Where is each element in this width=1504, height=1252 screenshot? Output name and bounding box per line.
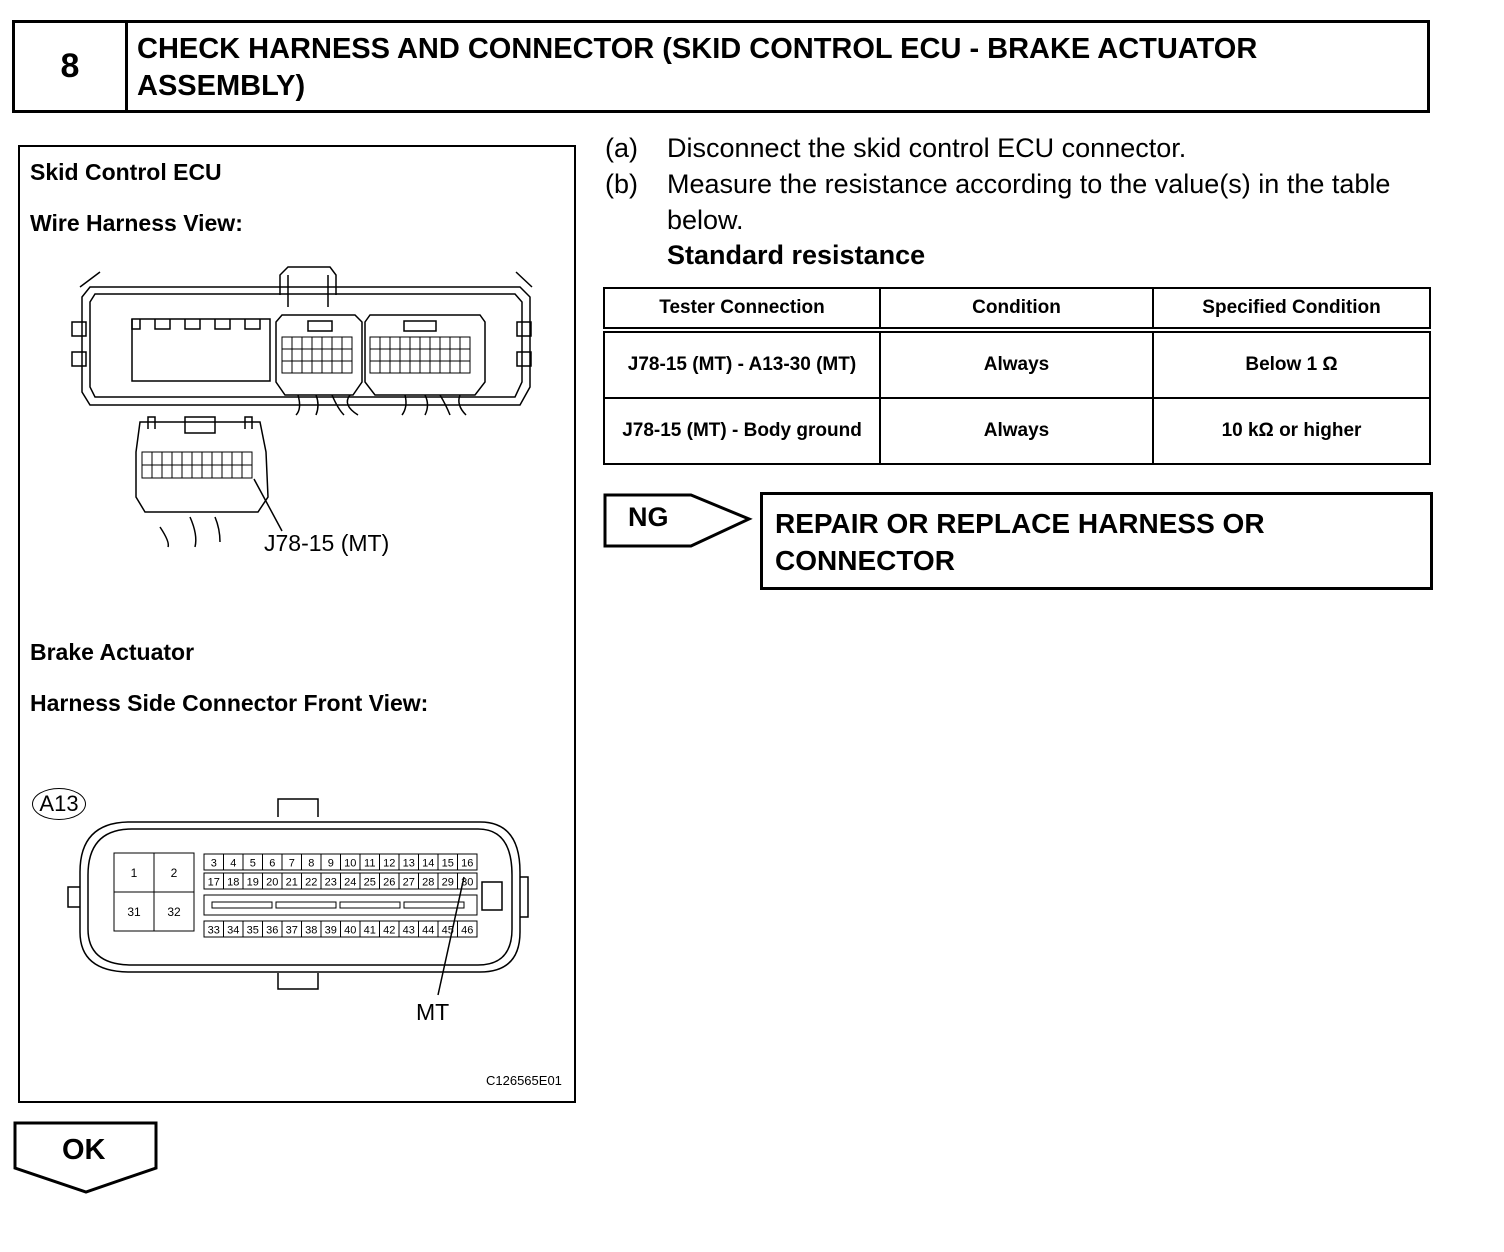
ecu-pin-cell <box>152 452 162 465</box>
ecu-pin-cell <box>182 465 192 478</box>
pin-number: 29 <box>441 876 454 889</box>
ecu-pin-cell <box>460 349 470 361</box>
pin-number: 12 <box>383 857 396 870</box>
ecu-pin-cell <box>192 452 202 465</box>
ecu-pin-cell <box>342 337 352 349</box>
pin-number: 26 <box>383 876 396 889</box>
pin-number: 27 <box>402 876 415 889</box>
ecu-pin-cell <box>212 452 222 465</box>
ecu-pin-cell <box>322 349 332 361</box>
pin-number: 20 <box>266 876 279 889</box>
pin-number: 21 <box>285 876 298 889</box>
ecu-pin-cell <box>342 361 352 373</box>
pin-number: 41 <box>363 924 376 937</box>
ecu-pin-cell <box>400 337 410 349</box>
ecu-pin-cell <box>410 337 420 349</box>
connector-key-slot <box>212 902 272 908</box>
ecu-pin-cell <box>292 349 302 361</box>
ecu-pin-cell <box>202 465 212 478</box>
pin-number: 10 <box>344 857 357 870</box>
pin-number: 24 <box>344 876 357 889</box>
pin-number: 39 <box>324 924 337 937</box>
condition-cell: Always <box>880 330 1153 398</box>
pin-number: 8 <box>308 857 315 870</box>
ecu-pin-cell <box>450 361 460 373</box>
ecu-title: Skid Control ECU <box>30 159 222 185</box>
ecu-pin-cell <box>460 361 470 373</box>
ecu-pin-cell <box>370 361 380 373</box>
ecu-pin-cell <box>292 361 302 373</box>
ecu-pin-cell <box>380 349 390 361</box>
ecu-pin-cell <box>460 337 470 349</box>
pin-number: 32 <box>167 905 181 919</box>
ecu-pin-cell <box>420 361 430 373</box>
pin-number: 16 <box>461 857 474 870</box>
pin-number: 13 <box>402 857 415 870</box>
ecu-pin-cell <box>380 337 390 349</box>
pin-number: 7 <box>288 857 295 870</box>
ecu-pin-cell <box>212 465 222 478</box>
pin-number: 30 <box>461 876 474 889</box>
ecu-pin-cell <box>312 361 322 373</box>
ecu-pin-cell <box>332 361 342 373</box>
ecu-pin-cell <box>242 465 252 478</box>
ecu-pin-cell <box>440 361 450 373</box>
pin-number: 17 <box>207 876 220 889</box>
pin-number: 15 <box>441 857 454 870</box>
ng-arrow-icon <box>603 492 753 550</box>
ecu-pin-cell <box>322 361 332 373</box>
ecu-pin-cell <box>182 452 192 465</box>
ecu-view-label: Wire Harness View: <box>30 210 243 236</box>
standard-label: Standard resistance <box>667 240 926 270</box>
ecu-pin-cell <box>370 349 380 361</box>
ecu-pin-cell <box>410 349 420 361</box>
ecu-pin-cell <box>172 452 182 465</box>
column-header: Specified Condition <box>1153 288 1430 330</box>
pin-number: 23 <box>324 876 337 889</box>
connector-diagram <box>18 145 576 1103</box>
ecu-pin-cell <box>322 337 332 349</box>
pin-number: 22 <box>305 876 318 889</box>
instruction-marker: (a) <box>605 133 638 163</box>
ng-label: NG <box>628 502 669 532</box>
ecu-pin-cell <box>302 349 312 361</box>
ecu-pin-cell <box>420 349 430 361</box>
ecu-pin-cell <box>450 337 460 349</box>
pin-number: 34 <box>227 924 240 937</box>
ecu-pin-cell <box>282 349 292 361</box>
ecu-pin-cell <box>420 337 430 349</box>
resistance-table <box>603 287 1431 465</box>
ecu-pin-cell <box>202 452 212 465</box>
ecu-pin-cell <box>440 337 450 349</box>
specified-condition-cell: Below 1 Ω <box>1153 330 1430 398</box>
tester-connection-cell: J78-15 (MT) - Body ground <box>604 398 880 464</box>
pin-number: 4 <box>230 857 237 870</box>
pin-number: 40 <box>344 924 357 937</box>
ecu-pin-cell <box>172 465 182 478</box>
pin-number: 37 <box>285 924 298 937</box>
condition-cell: Always <box>880 398 1153 464</box>
pin-number: 19 <box>246 876 259 889</box>
pin-number: 43 <box>402 924 415 937</box>
ecu-pin-cell <box>332 349 342 361</box>
ecu-pin-cell <box>370 337 380 349</box>
ecu-pin-cell <box>430 337 440 349</box>
ecu-pin-cell <box>302 361 312 373</box>
ecu-pin-cell <box>192 465 202 478</box>
ecu-pin-cell <box>282 361 292 373</box>
step-header <box>12 20 1430 113</box>
pin-number: 31 <box>127 905 141 919</box>
ecu-pin-cell <box>450 349 460 361</box>
ecu-pin-cell <box>142 452 152 465</box>
ecu-pin-cell <box>400 349 410 361</box>
connector-key-slot <box>340 902 400 908</box>
ecu-pin-cell <box>430 349 440 361</box>
ecu-pin-cell <box>332 337 342 349</box>
column-header: Condition <box>880 288 1153 330</box>
ecu-pin-cell <box>342 349 352 361</box>
pin-number: 35 <box>246 924 259 937</box>
ecu-pin-cell <box>302 337 312 349</box>
instruction-marker: (b) <box>605 169 638 199</box>
ecu-pin-cell <box>222 465 232 478</box>
pin-number: 45 <box>441 924 454 937</box>
pin-number: 25 <box>363 876 376 889</box>
pin-number: 28 <box>422 876 435 889</box>
ecu-pin-cell <box>312 337 322 349</box>
pin-number: 1 <box>130 866 138 880</box>
table-header-row <box>604 288 1430 330</box>
pin-number: 38 <box>305 924 318 937</box>
pin-number: 5 <box>249 857 256 870</box>
pin-number: 9 <box>327 857 334 870</box>
pin-number: 11 <box>364 857 376 870</box>
ecu-pin-cell <box>232 452 242 465</box>
ecu-pin-cell <box>312 349 322 361</box>
pin-number: 36 <box>266 924 279 937</box>
ecu-pin-cell <box>440 349 450 361</box>
tester-connection-cell: J78-15 (MT) - A13-30 (MT) <box>604 330 880 398</box>
ecu-pin-cell <box>242 452 252 465</box>
pin-number: 42 <box>383 924 396 937</box>
pin-number: 46 <box>461 924 474 937</box>
ecu-pin-cell <box>390 337 400 349</box>
pin-number: 33 <box>207 924 220 937</box>
ecu-pin-cell <box>292 337 302 349</box>
actuator-title: Brake Actuator <box>30 639 195 665</box>
pin-number: 3 <box>210 857 217 870</box>
pin-number: 14 <box>422 857 435 870</box>
ecu-pin-cell <box>410 361 420 373</box>
column-header: Tester Connection <box>604 288 880 330</box>
connector-drawing <box>20 147 574 1101</box>
instruction-text: Disconnect the skid control ECU connector. <box>667 133 1187 163</box>
pin-number: 6 <box>269 857 276 870</box>
connector-key-slot <box>404 902 464 908</box>
ecu-pin-cell <box>282 337 292 349</box>
ecu-pin-cell <box>430 361 440 373</box>
ecu-pin-cell <box>222 452 232 465</box>
specified-condition-cell: 10 kΩ or higher <box>1153 398 1430 464</box>
pin-number: 2 <box>170 866 178 880</box>
ecu-pin-cell <box>152 465 162 478</box>
ok-label: OK <box>62 1134 106 1166</box>
step-number: 8 <box>15 23 128 110</box>
ecu-pin-cell <box>162 452 172 465</box>
pin-number: 44 <box>422 924 435 937</box>
actuator-view-label: Harness Side Connector Front View: <box>30 690 429 716</box>
figure-code: C126565E01 <box>486 1073 562 1088</box>
step-title: CHECK HARNESS AND CONNECTOR (SKID CONTROL ECU - BRAKE ACTUATOR ASSEMBLY) <box>137 33 1258 102</box>
ng-action-box: REPAIR OR REPLACE HARNESS OR CONNECTOR <box>760 492 1433 590</box>
ecu-pin-cell <box>162 465 172 478</box>
table-row <box>604 330 1430 398</box>
ecu-pin-callout: J78-15 (MT) <box>264 530 390 556</box>
ecu-pin-cell <box>390 349 400 361</box>
connector-id-badge: A13 <box>32 788 86 820</box>
ecu-pin-cell <box>400 361 410 373</box>
ecu-pin-cell <box>142 465 152 478</box>
instruction-text: Measure the resistance according to the value(s) in the table below. <box>667 169 1391 235</box>
ecu-pin-cell <box>380 361 390 373</box>
ecu-pin-cell <box>390 361 400 373</box>
pin-number: 18 <box>227 876 240 889</box>
ecu-pin-cell <box>232 465 242 478</box>
connector-key-slot <box>276 902 336 908</box>
table-row <box>604 398 1430 464</box>
actuator-pin-callout: MT <box>416 999 450 1025</box>
